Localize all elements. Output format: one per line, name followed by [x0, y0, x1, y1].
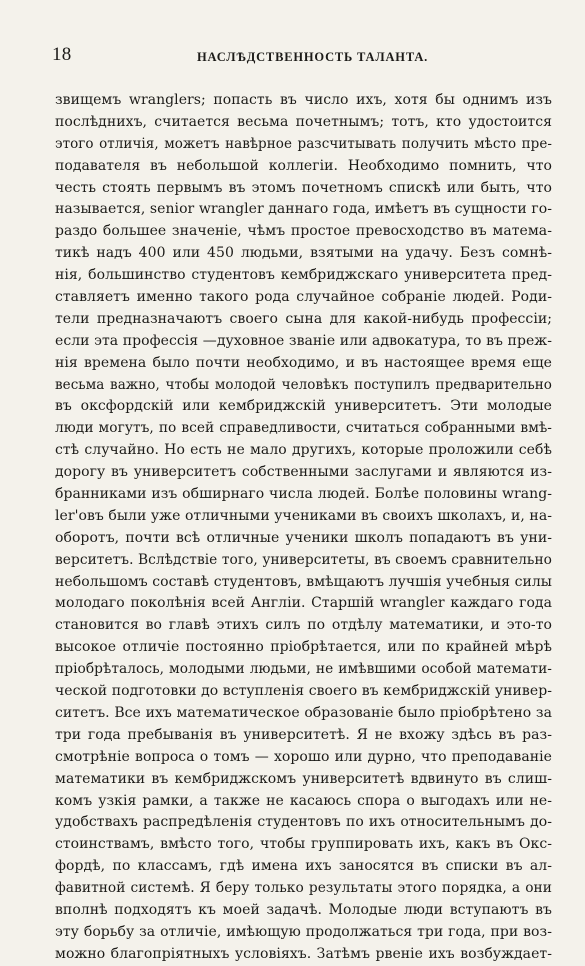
- text-line: нія, большинство студентовъ кембриджскаго университета пред-: [55, 267, 552, 284]
- text-line: весьма важно, чтобы молодой человѣкъ поступилъ предварительно: [55, 376, 552, 393]
- text-line: математики въ кембриджскомъ университетѣ вдвинуто въ слиш-: [55, 770, 552, 787]
- text-line: стѣ случайно. Но есть не мало другихъ, которые проложили себѣ: [55, 442, 552, 459]
- text-line: тикѣ надъ 400 или 450 людьми, взятыми на удачу. Безъ сомнѣ-: [55, 245, 552, 262]
- text-line: подавателя въ небольшой коллегіи. Необходимо помнить, что: [55, 157, 552, 174]
- text-line: честь стоять первымъ въ этомъ почетномъ спискѣ или быть, что: [55, 179, 552, 196]
- text-line: становится во главѣ этихъ силъ по отдѣлу математики, и это-то: [55, 617, 552, 634]
- text-line: въ оксфордскій или кембриджскій университетъ. Эти молодые: [55, 398, 552, 415]
- text-line: молодаго поколѣнія всей Англіи. Старшій wrangler каждаго года: [55, 595, 552, 612]
- text-line: смотрѣніе вопроса о томъ — хорошо или дурно, что преподаваніе: [55, 748, 552, 765]
- text-line: тели предназначаютъ своего сына для какой-нибудь професcіи;: [55, 310, 552, 327]
- text-line: удобствахъ распредѣленія студентовъ по ихъ относительнымъ до-: [55, 814, 552, 831]
- text-line: вполнѣ подходятъ къ моей задачѣ. Молодые люди вступаютъ въ: [55, 901, 552, 918]
- text-line: три года пребыванія въ университетѣ. Я не вхожу здѣсь въ раз-: [55, 726, 552, 743]
- text-line: высокое отличіе постоянно пріобрѣтается, или по крайней мѣрѣ: [55, 639, 552, 656]
- running-title: НАСЛѢДСТВЕННОСТЬ ТАЛАНТА.: [197, 50, 429, 64]
- text-line: люди могутъ, по всей справедливости, считаться собранными вмѣ-: [55, 420, 552, 437]
- text-line: называется, senior wrangler даннаго года, имѣетъ въ сущности го-: [55, 201, 552, 218]
- text-line: пріобрѣталось, молодыми людьми, не имѣвшими особой математи-: [55, 661, 552, 678]
- text-line: фавитной системѣ. Я беру только результаты этого порядка, а они: [55, 880, 552, 897]
- text-line: верситетъ. Вслѣдствіе того, университеты, въ своемъ сравнительно: [55, 551, 552, 568]
- text-line: нія времена было почти необходимо, и въ настоящее время еще: [55, 354, 552, 371]
- text-line: раздо большее значеніе, чѣмъ простое превосходство въ матема-: [55, 223, 552, 240]
- text-line: оборотъ, почти всѣ отличные ученики школъ попадаютъ въ уни-: [55, 529, 552, 546]
- text-line: можно благопріятныхъ условіяхъ. Затѣмъ рвеніе ихъ возбуждает-: [55, 945, 552, 962]
- text-line: фордѣ, по классамъ, гдѣ имена ихъ заносятся въ списки въ ал-: [55, 858, 552, 875]
- text-line: стоинствамъ, вмѣсто того, чтобы группировать ихъ, какъ въ Окс-: [55, 836, 552, 853]
- text-line: дорогу въ университетъ собственными заслугами и являются из-: [55, 464, 552, 481]
- text-line: ler'овъ были уже отличными учениками въ своихъ школахъ, и, на-: [55, 507, 552, 524]
- text-line: ческой подготовки до вступленія своего въ кембриджскій универ-: [55, 683, 552, 700]
- text-line: звищемъ wranglers; попасть въ число ихъ, хотя бы однимъ изъ: [55, 92, 552, 108]
- page-number: 18: [52, 44, 72, 65]
- body-text: [55, 90, 552, 966]
- text-line: эту борьбу за отличіе, имѣющую продолжаться три года, при воз-: [55, 923, 552, 940]
- text-line: этого отличія, можетъ навѣрное разсчитывать получить мѣсто пре-: [55, 135, 552, 152]
- page-header: [52, 44, 552, 74]
- text-line: послѣднихъ, считается весьма почетнымъ; тотъ, кто удостоится: [55, 113, 552, 130]
- text-line: комъ узкія рамки, а также не касаюсь спора о выгодахъ или не-: [55, 792, 552, 809]
- text-line: если эта профессія —духовное званіе или адвокатура, то въ преж-: [55, 332, 552, 349]
- text-line: ситетъ. Все ихъ математическое образованіе было пріобрѣтено за: [55, 704, 552, 721]
- text-line: бранниками изъ обширнаго числа людей. Болѣе половины wrang-: [55, 486, 552, 503]
- text-line: небольшомъ составѣ студентовъ, вмѣщаютъ лучшія учебныя силы: [55, 573, 552, 590]
- text-line: ставляетъ именно такого рода случайное собраніе людей. Роди-: [55, 289, 552, 306]
